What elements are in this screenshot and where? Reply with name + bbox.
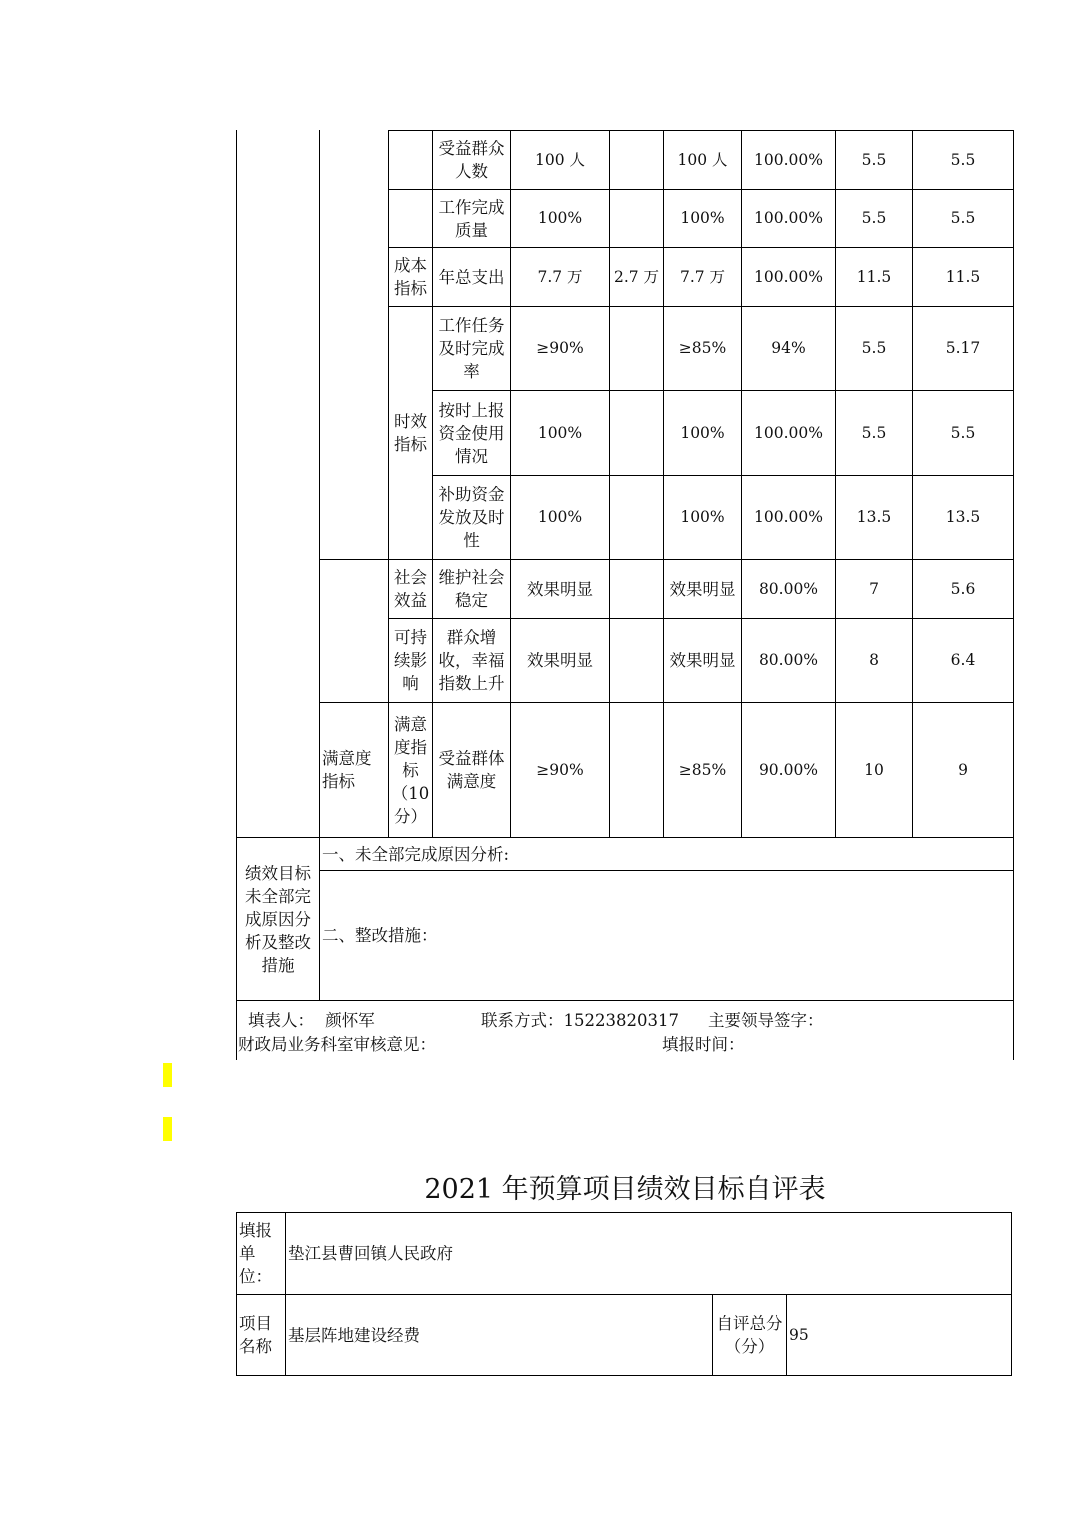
score-cell: 11.5: [945, 267, 981, 286]
adjusted-cell: [610, 131, 663, 189]
target-cell: 100%: [537, 209, 583, 227]
target-cell: ≥90%: [536, 339, 584, 357]
filler-name: 颜怀军: [325, 1011, 375, 1030]
rate-cell: 80.00%: [758, 579, 819, 598]
indicator-cell: 按时上报资金使用情况: [438, 400, 505, 466]
rate-cell: 80.00%: [758, 651, 819, 669]
score-value: 95: [789, 1325, 809, 1344]
table-line: [1011, 1212, 1012, 1376]
analysis-label: 绩效目标未全部完成原因分析及整改措施: [245, 863, 311, 975]
category-timeliness: 时效指标: [394, 412, 427, 454]
unit-value: 垫江县曹回镇人民政府: [288, 1244, 453, 1263]
highlight-marker: [163, 1117, 172, 1141]
weight-cell: 8: [869, 651, 879, 669]
indicator-cell: 维护社会稳定: [438, 568, 505, 610]
indicator-cell: 受益群众人数: [438, 139, 505, 181]
table-line: [236, 1000, 1014, 1001]
highlight-marker: [163, 1063, 172, 1087]
weight-cell: 5.5: [861, 150, 887, 169]
weight-cell: 11.5: [856, 267, 892, 286]
indicator-cell: 工作完成质量: [438, 197, 505, 240]
table-line: [236, 1375, 1012, 1376]
weight-cell: 5.5: [861, 209, 887, 227]
weight-cell: 5.5: [861, 339, 887, 357]
rate-cell: 90.00%: [758, 760, 819, 779]
score-cell: 6.4: [950, 651, 976, 669]
table-line: [1013, 130, 1014, 1060]
actual-cell: 100%: [680, 423, 725, 442]
score-label: 自评总分（分）: [716, 1314, 783, 1356]
rate-cell: 100.00%: [754, 423, 823, 442]
score-cell: 5.5: [950, 423, 976, 442]
target-cell: 100%: [537, 423, 583, 442]
category-satisfaction-l2: 满意度指标（10分）: [391, 714, 430, 826]
analysis-reason: 一、未全部完成原因分析:: [322, 844, 510, 864]
unit-label: 填报单位：: [239, 1221, 272, 1286]
adjusted-cell: [610, 476, 663, 559]
form2-title: 2021 年预算项目绩效目标自评表: [424, 1174, 826, 1205]
category-social: 社会效益: [394, 568, 427, 610]
actual-cell: 100%: [680, 508, 725, 526]
adjusted-cell: [610, 307, 663, 390]
contact-label: 联系方式：: [481, 1011, 564, 1030]
actual-cell: 100 人: [677, 150, 728, 169]
fill-time: 填报时间：: [662, 1035, 745, 1054]
target-cell: 100 人: [534, 150, 585, 169]
adjusted-cell: [610, 190, 663, 247]
target-cell: 效果明显: [527, 579, 593, 599]
adjusted-cell: [610, 619, 663, 702]
score-cell: 5.5: [950, 209, 976, 227]
score-cell: 5.6: [950, 579, 976, 598]
footer-line-1: [248, 1009, 375, 1032]
category-satisfaction-l1: 满意度指标: [322, 749, 372, 791]
contact-value: 15223820317: [563, 1011, 679, 1030]
category-cost: 成本指标: [394, 256, 427, 298]
contact: [481, 1009, 679, 1032]
actual-cell: ≥85%: [678, 760, 727, 779]
weight-cell: 5.5: [861, 423, 887, 442]
rate-cell: 100.00%: [754, 508, 823, 526]
score-cell: 9: [958, 760, 968, 779]
rate-cell: 94%: [771, 339, 806, 357]
project-label: 项目名称: [239, 1314, 272, 1356]
target-cell: 100%: [537, 508, 583, 526]
project-value: 基层阵地建设经费: [288, 1325, 420, 1345]
actual-cell: ≥85%: [678, 339, 727, 357]
filler-label: 填表人：: [248, 1011, 314, 1030]
analysis-measures: 二、整改措施：: [322, 926, 438, 945]
indicator-cell: 受益群体满意度: [438, 749, 505, 791]
score-cell: 5.17: [945, 339, 981, 357]
actual-cell: 7.7 万: [679, 267, 726, 286]
indicator-cell: 群众增收，幸福指数上升: [438, 628, 505, 693]
adjusted-cell: [610, 703, 663, 837]
adjusted-cell: 2.7 万: [613, 267, 660, 286]
indicator-cell: 年总支出: [438, 267, 505, 287]
finance-review: 财政局业务科室审核意见：: [238, 1035, 436, 1054]
score-cell: 13.5: [945, 508, 981, 526]
rate-cell: 100.00%: [754, 150, 823, 169]
adjusted-cell: [610, 391, 663, 475]
weight-cell: 7: [869, 579, 879, 598]
indicator-cell: 工作任务及时完成率: [438, 316, 505, 381]
actual-cell: 效果明显: [669, 579, 736, 599]
target-cell: 7.7 万: [537, 267, 583, 286]
score-cell: 5.5: [950, 150, 976, 169]
adjusted-cell: [610, 560, 663, 618]
target-cell: 效果明显: [527, 651, 593, 670]
rate-cell: 100.00%: [754, 209, 823, 227]
target-cell: ≥90%: [536, 760, 584, 779]
rate-cell: 100.00%: [754, 267, 823, 286]
indicator-cell: 补助资金发放及时性: [438, 485, 505, 550]
weight-cell: 13.5: [856, 508, 892, 526]
actual-cell: 效果明显: [669, 651, 736, 670]
leader-sign: 主要领导签字：: [708, 1011, 824, 1030]
category-sustainable: 可持续影响: [394, 628, 427, 693]
weight-cell: 10: [864, 760, 884, 779]
actual-cell: 100%: [680, 209, 725, 227]
